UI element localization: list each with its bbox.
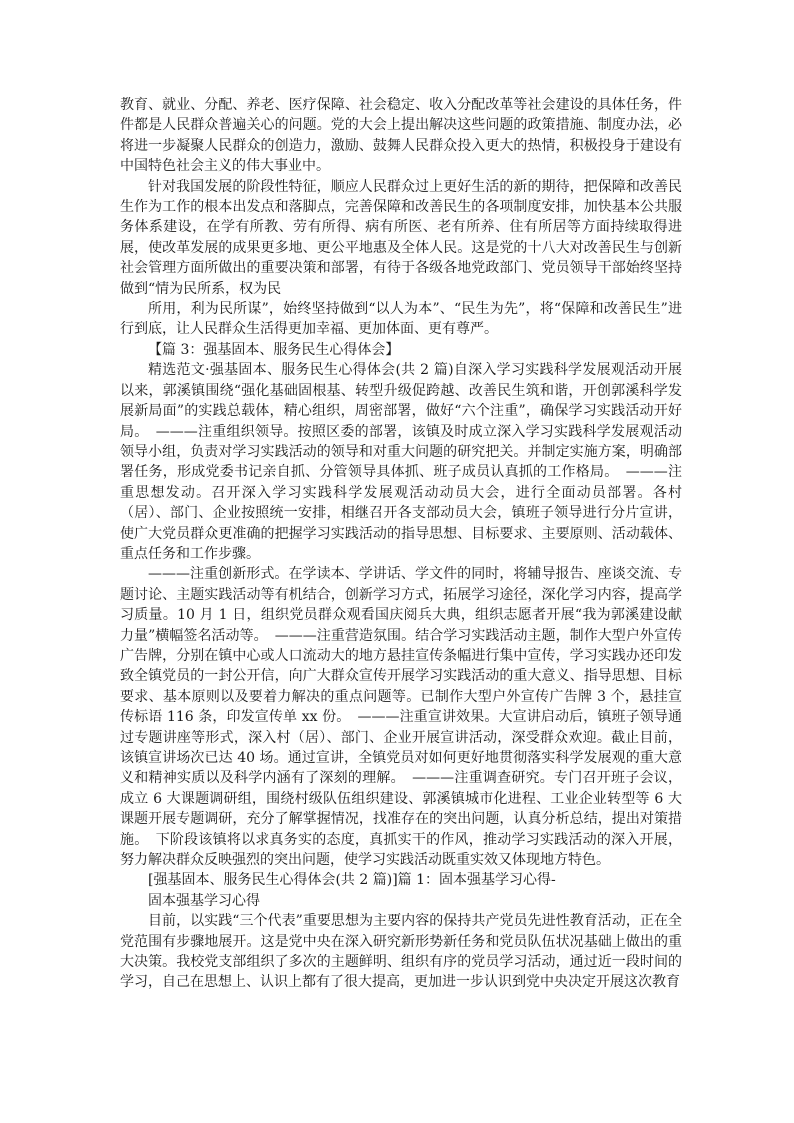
document-body — [120, 95, 682, 993]
sub-heading-study-notes: 固本强基学习心得 — [148, 892, 260, 909]
paragraph-livelihood-continued: 所用，利为民所谋”，始终坚持做到“以人为本”、“民生为先”，将“保障和改善民生”进行到底，让人民群众生活得更加幸福、更加体面、更有尊严。 — [120, 301, 682, 338]
paragraph-social-tasks: 教育、就业、分配、养老、医疗保障、社会稳定、收入分配改革等社会建设的具体任务，件件都是人民群众普遍关心的问题。党的大会上提出解决这些问题的政策措施、制度办法，必将进一步凝聚人民群众的创造力，激励、鼓舞人民群众投入更大的热情，积极投身于建设有中国特色社会主义的伟大事业中。 — [120, 97, 682, 175]
paragraph-innovation-forms: ———注重创新形式。在学读本、学讲话、学文件的同时，将辅导报告、座谈交流、专题讨论、主题实践活动等有机结合，创新学习方式，拓展学习途径，深化学习内容，提高学习质量。10 月 1 日，组织党员群众观看国庆阅兵大典，组织志愿者开展“我为郭溪建设献力量”横幅签名活动等。 ———注重营造氛围。结合学习实践活动主题，制作大型户外宣传广告牌，分别在镇中心或人口流动大的地方悬挂宣传条幅进行集中宣传，学习实践办还印发致全镇党员的一封公开信，向广大群众宣传开展学习实践活动的重大意义、指导思想、目标要求、基本原则以及要着力解决的重点问题等。已制作大型户外宣传广告牌 3 个，悬挂宣传标语 116 条，印发宣传单 xx 份。 ———注重宣讲效果。大宣讲启动后，镇班子领导通过专题讲座等形式，深入村（居）、部门、企业开展宣讲活动，深受群众欢迎。截止目前，该镇宣讲场次已达 40 场。通过宣讲，全镇党员对如何更好地贯彻落实科学发展观的重大意义和精神实质以及科学内涵有了深刻的理解。 ———注重调查研究。专门召开班子会议，成立 6 大课题调研组，围绕村级队伍组织建设、郭溪镇城市化进程、工业企业转型等 6 大课题开展专题调研，充分了解掌握情况，找准存在的突出问题，认真分析总结，提出对策措施。 下阶段该镇将以求真务实的态度，真抓实干的作风，推动学习实践活动的深入开展，努力解决群众反映强烈的突出问题，使学习实践活动既重实效又体现地方特色。 — [120, 566, 682, 869]
paragraph-guoxi-practice: 精选范文·强基固本、服务民生心得体会(共 2 篇)自深入学习实践科学发展观活动开展以来，郭溪镇围绕“强化基础固根基、转型升级促跨越、改善民生筑和谐，开创郭溪科学发展新局面”的实践总载体，精心组织，周密部署，做好“六个注重”，确保学习实践活动开好局。 ———注重组织领导。按照区委的部署，该镇及时成立深入学习实践科学发展观活动领导小组，负责对学习实践活动的领导和对重大问题的研究把关。并制定实施方案，明确部署任务，形成党委书记亲自抓、分管领导具体抓、班子成员认真抓的工作格局。 ———注重思想发动。召开深入学习实践科学发展观活动动员大会，进行全面动员部署。各村（居）、部门、企业按照统一安排，相继召开各支部动员大会，镇班子领导进行分片宣讲，使广大党员群众更准确的把握学习实践活动的指导思想、目标要求、主要原则、活动载体、重点任务和工作步骤。 — [120, 362, 682, 562]
section-heading-part-3: 【篇 3：强基固本、服务民生心得体会】 — [148, 341, 400, 358]
paragraph-livelihood: 针对我国发展的阶段性特征，顺应人民群众过上更好生活的新的期待，把保障和改善民生作为工作的根本出发点和落脚点，完善保障和改善民生的各项制度安排，加快基本公共服务体系建设，在学有所教、劳有所得、病有所医、老有所养、住有所居等方面持续取得进展，使改革发展的成果更多地、更公平地惠及全体人民。这是党的十八大对改善民生与创新社会管理方面所做出的重要决策和部署，有待于各级各地党政部门、党员领导干部始终坚持做到“情为民所系，权为民 — [120, 178, 682, 297]
section-heading-part-1: [强基固本、服务民生心得体会(共 2 篇)]篇 1：固本强基学习心得- — [148, 872, 556, 889]
paragraph-study-notes: 目前，以实践“三个代表”重要思想为主要内容的保持共产党员先进性教育活动，正在全党范围有步骤地展开。这是党中央在深入研究新形势新任务和党员队伍状况基础上做出的重大决策。我校党支部组织了多次的主题鲜明、组织有序的党员学习活动，通过近一段时间的学习，自己在思想上、认识上都有了很大提高，更加进一步认识到党中央决定开展这次教育 — [120, 913, 682, 991]
